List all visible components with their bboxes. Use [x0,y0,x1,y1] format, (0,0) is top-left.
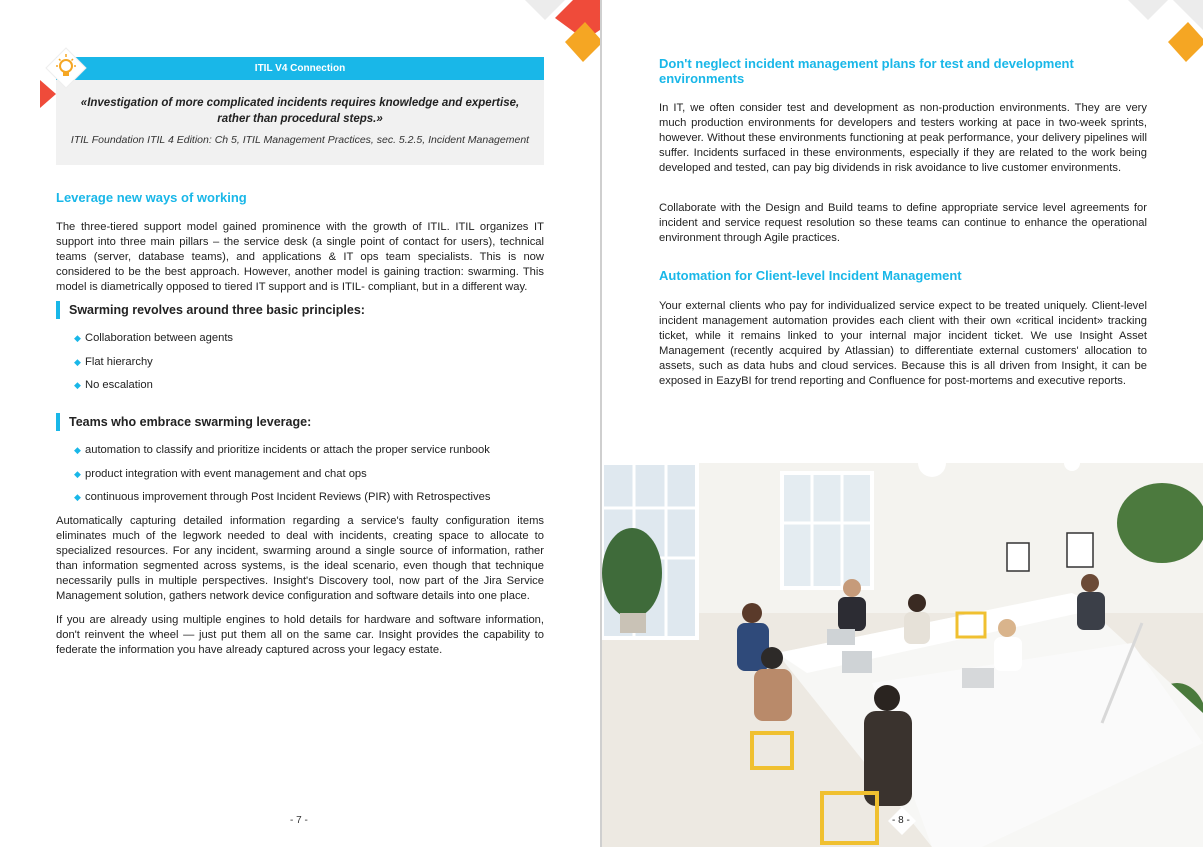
list-item: ◆ automation to classify and prioritize incidents or attach the proper service runbook [74,444,490,456]
lightbulb-icon [44,46,88,90]
itil-connection-box [56,57,544,165]
itil-quote [56,95,544,127]
right-page [602,0,1203,847]
section1-paragraph: The three-tiered support model gained prominence with the growth of ITIL. ITIL organizes IT support into three main pillars – the service desk (a single point of contact for users), technical teams (server, database teams), and applications & IT ops team specialists. This is now considered to be the best approach. However, another model is gaining traction: swarming. This model is diametrically opposed to tiered IT support and is ITIL- compliant, but in a different way. [56,221,544,293]
heading-test-dev: Don't neglect incident management plans for test and development environments [659,56,1074,86]
list-item: ◆ No escalation [74,379,153,391]
bullet-icon: ◆ [74,380,81,390]
page-number-left: - 7 - [290,815,308,826]
office-photo [602,463,1203,847]
collaborate-paragraph: Collaborate with the Design and Build teams to define appropriate service level agreements for incident and service request resolution so these teams can continue to enhance the operational environment through Agile practices. [659,202,1147,244]
swarming-paragraph: Automatically capturing detailed information regarding a service's faulty configuration items eliminates much of the legwork needed to deal with incidents, creating space to allocate to specialized resources. For any incident, swarming around a single source of information, rather than information segmented across systems, is the ideal scenario, even though that technique necessarily pulls in multiple perspectives. Insight's Discovery tool, now part of the Jira Service Management solution, gathers network device configuration and software details into one place. [56,515,544,602]
principles-heading: Swarming revolves around three basic principles: [56,301,365,319]
bullet-icon: ◆ [74,356,81,367]
heading-automation: Automation for Client-level Incident Management [659,268,962,283]
section-heading-leverage: Leverage new ways of working [56,190,247,205]
principles-list [72,331,233,402]
bullet-icon: ◆ [74,468,81,479]
page-number-right: - 8 - [892,815,910,826]
itil-citation: ITIL Foundation ITIL 4 Edition: Ch 5, ITIL Management Practices, sec. 5.2.5, Incident Management [70,134,530,146]
list-item: ◆ Collaboration between agents [74,332,234,344]
corner-decoration-top-right [1118,0,1203,70]
itil-quote-line2: rather than procedural steps.» [217,113,383,125]
bullet-icon: ◆ [74,492,81,502]
automation-paragraph: Your external clients who pay for individualized service expect to be treated uniquely. Client-level incident management automation provides each client with their own «critical incident» tracking ticket, while it remains linked to your internal major incident ticket. We use Insight Asset Management (recently acquired by Atlassian) to differentiate external customers' allocation to assets, such as data hubs and cloud services. Because this is all driven from Insight, it can be exposed in EazyBI for trend reporting and Confluence for post-mortems and executive reports. [659,300,1147,387]
bullet-icon: ◆ [74,445,81,455]
itil-quote-line1: «Investigation of more complicated incidents requires knowledge and expertise, [80,97,520,109]
list-item: ◆ continuous improvement through Post Incident Reviews (PIR) with Retrospectives [74,491,491,503]
insight-paragraph: If you are already using multiple engines to hold details for hardware and software information, don't reinvent the wheel — just put them all on the same car. Insight provides the capability to federate the information you have already captured across your legacy estate. [56,614,544,656]
leverage-list [72,443,490,514]
bullet-icon: ◆ [74,333,81,343]
list-item: ◆ product integration with event management and chat ops [74,467,367,480]
test-dev-paragraph: In IT, we often consider test and development as non-production environments. They are very much production environments for developers and testers working at pace in two-week sprints, however. Without these environments functioning at peak performance, your delivery pipelines will suffer. Incidents surfaced in these environments, especially if they are related to the work being developed and tested, can pay big dividends in risk avoidance to live customer environments. [659,102,1147,174]
leverage-heading: Teams who embrace swarming leverage: [56,413,311,431]
left-page [0,0,600,847]
list-item: ◆ Flat hierarchy [74,355,153,368]
itil-box-title: ITIL V4 Connection [56,57,544,80]
